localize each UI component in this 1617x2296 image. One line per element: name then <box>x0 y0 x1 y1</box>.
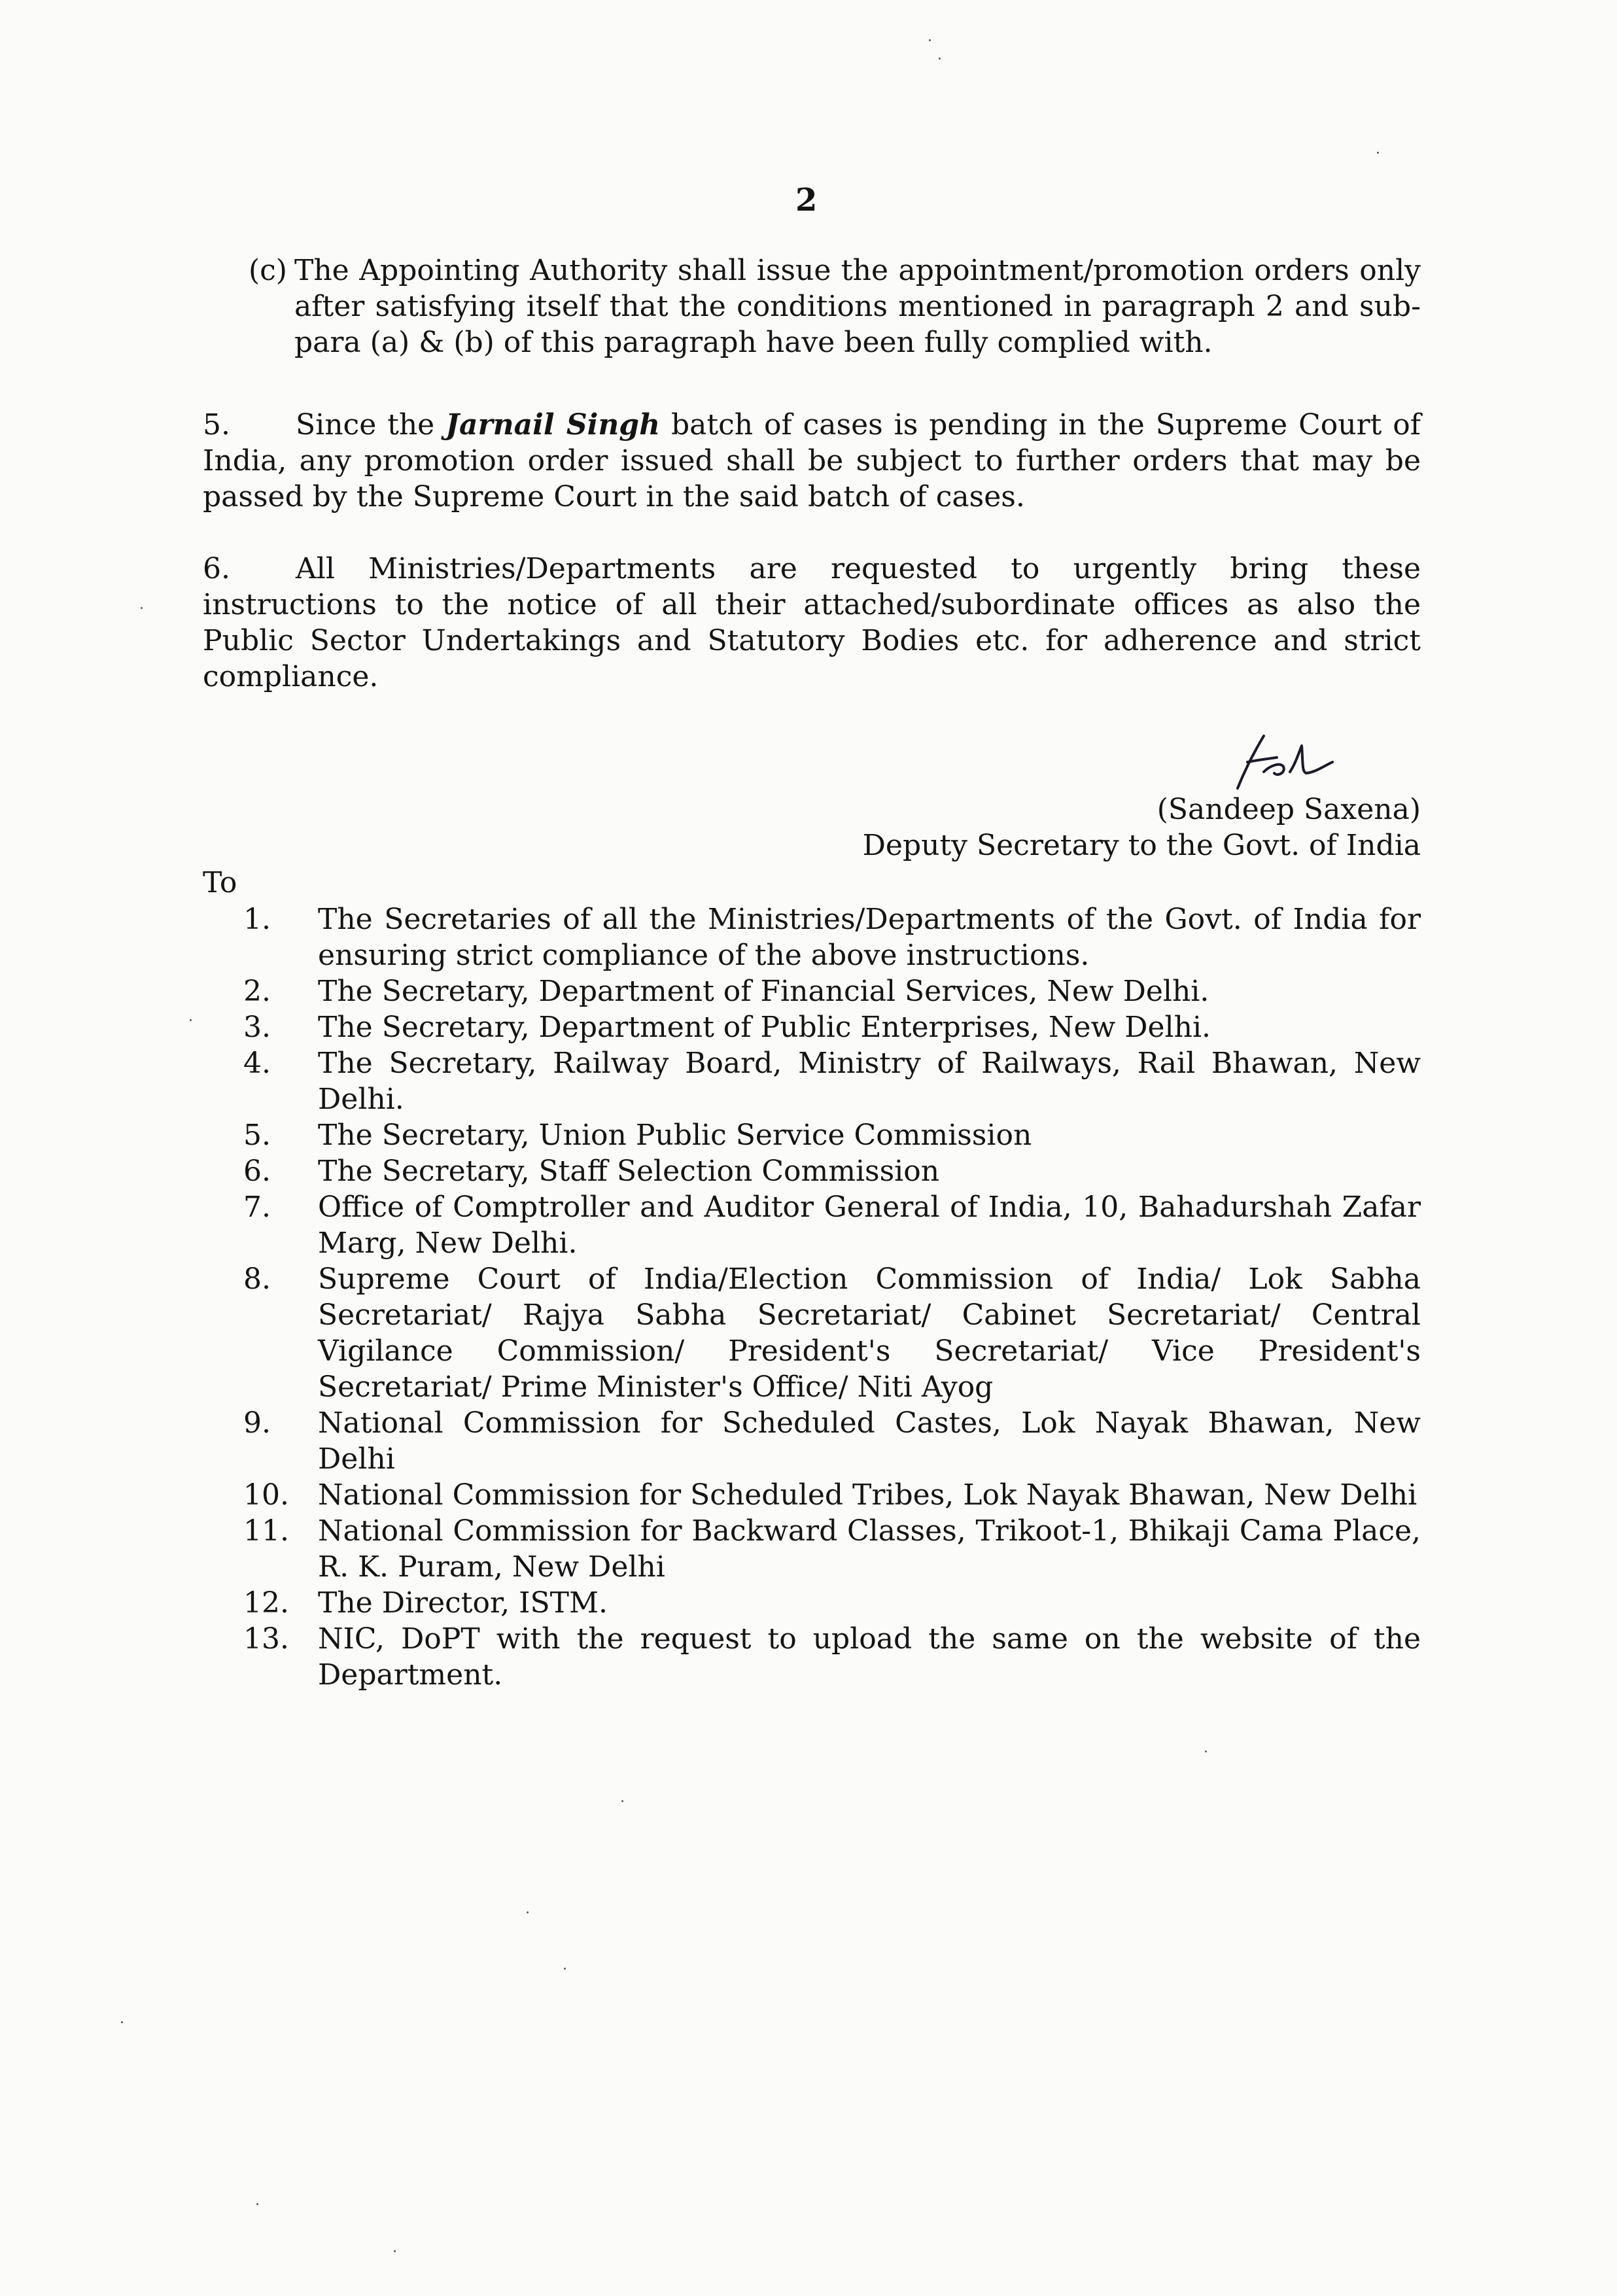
recipient-item <box>243 1261 1421 1405</box>
recipient-number: 1. <box>243 903 271 936</box>
recipient-item <box>243 1585 1421 1621</box>
sub-paragraph-c <box>249 252 1421 360</box>
recipient-number: 7. <box>243 1191 271 1224</box>
recipient-number: 9. <box>243 1406 271 1440</box>
scan-speck <box>394 2250 396 2252</box>
paragraph-text: All Ministries/Departments are requested to urgently bring these instructions to the notice of all their attached/subordinate offices as also the Public Sector Undertakings and Statutory Bodies etc. for adherence and strict compliance. <box>203 552 1421 693</box>
handwritten-signature <box>1218 726 1349 798</box>
paragraph-text-rest: batch of cases is pending in the Supreme Court of India, any promotion order issued shall be subject to further orders that may be passed by the Supreme Court in the said batch of cases. <box>203 408 1421 513</box>
recipient-number: 6. <box>243 1155 271 1188</box>
scan-speck <box>527 1911 529 1913</box>
recipient-number: 2. <box>243 975 271 1008</box>
to-label: To <box>203 866 237 899</box>
signatory-name: (Sandeep Saxena) <box>1156 793 1421 826</box>
sub-paragraph-label: (c) <box>249 254 287 287</box>
recipient-text: The Secretary, Department of Public Enterprises, New Delhi. <box>318 1011 1211 1044</box>
recipient-item <box>243 1045 1421 1117</box>
recipient-number: 13. <box>243 1622 289 1656</box>
recipient-text: The Secretary, Staff Selection Commission <box>318 1155 940 1188</box>
recipient-item <box>243 1189 1421 1261</box>
scan-speck <box>939 58 941 60</box>
paragraph-6 <box>203 551 1421 695</box>
page-number: 2 <box>795 182 818 218</box>
recipient-text: The Director, ISTM. <box>318 1586 608 1620</box>
recipient-item <box>243 1117 1421 1153</box>
recipient-number: 5. <box>243 1119 271 1152</box>
scan-speck <box>1205 1750 1207 1752</box>
scan-speck <box>564 1968 566 1970</box>
paragraph-5 <box>203 407 1421 515</box>
signature-block <box>863 726 1421 863</box>
recipient-number: 8. <box>243 1262 271 1296</box>
case-name-emphasis: Jarnail Singh <box>445 408 661 442</box>
recipient-item <box>243 1621 1421 1693</box>
recipient-item <box>243 973 1421 1009</box>
scan-speck <box>141 607 143 609</box>
paragraph-number: 5. <box>203 408 230 442</box>
recipient-item <box>243 1405 1421 1477</box>
recipient-list <box>243 901 1421 1693</box>
recipient-item <box>243 1513 1421 1585</box>
paragraph-number: 6. <box>203 552 230 585</box>
scan-speck <box>1377 152 1379 154</box>
scan-speck <box>621 1800 623 1802</box>
scan-speck <box>190 1019 192 1021</box>
recipient-text: National Commission for Backward Classes, Trikoot-1, Bhikaji Cama Place, R. K. Puram, New Delhi <box>318 1514 1421 1584</box>
recipient-item <box>243 901 1421 973</box>
paragraph-text-start: Since the <box>296 408 435 442</box>
recipient-text: The Secretary, Railway Board, Ministry of Railways, Rail Bhawan, New Delhi. <box>318 1047 1421 1116</box>
scan-speck <box>121 2021 123 2023</box>
scan-speck <box>256 2203 258 2205</box>
recipient-item <box>243 1009 1421 1045</box>
sub-paragraph-text: The Appointing Authority shall issue the appointment/promotion orders only after satisfying itself that the conditions mentioned in paragraph 2 and sub-para (a) & (b) of this paragraph have been fully complied with. <box>294 254 1421 359</box>
recipient-text: National Commission for Scheduled Tribes, Lok Nayak Bhawan, New Delhi <box>318 1478 1417 1512</box>
recipient-text: The Secretaries of all the Ministries/Departments of the Govt. of India for ensuring strict compliance of the above instructions. <box>318 903 1421 972</box>
recipient-number: 10. <box>243 1478 289 1512</box>
recipient-text: The Secretary, Union Public Service Commission <box>318 1119 1032 1152</box>
recipient-number: 11. <box>243 1514 289 1548</box>
recipient-item <box>243 1477 1421 1513</box>
recipient-text: NIC, DoPT with the request to upload the same on the website of the Department. <box>318 1622 1421 1692</box>
recipient-item <box>243 1153 1421 1189</box>
recipient-text: Supreme Court of India/Election Commission of India/ Lok Sabha Secretariat/ Rajya Sabha Secretariat/ Cabinet Secretariat/ Central Vigilance Commission/ President's Secretariat/ Vice President's Secretariat/ Prime Minister's Office/ Niti Ayog <box>318 1262 1421 1404</box>
recipient-number: 3. <box>243 1011 271 1044</box>
recipient-number: 12. <box>243 1586 289 1620</box>
recipient-text: The Secretary, Department of Financial Services, New Delhi. <box>318 975 1209 1008</box>
recipient-number: 4. <box>243 1047 271 1080</box>
scan-speck <box>929 39 931 41</box>
signatory-designation: Deputy Secretary to the Govt. of India <box>862 829 1421 862</box>
recipient-text: Office of Comptroller and Auditor General of India, 10, Bahadurshah Zafar Marg, New Delhi. <box>318 1191 1421 1260</box>
recipient-text: National Commission for Scheduled Castes, Lok Nayak Bhawan, New Delhi <box>318 1406 1421 1476</box>
